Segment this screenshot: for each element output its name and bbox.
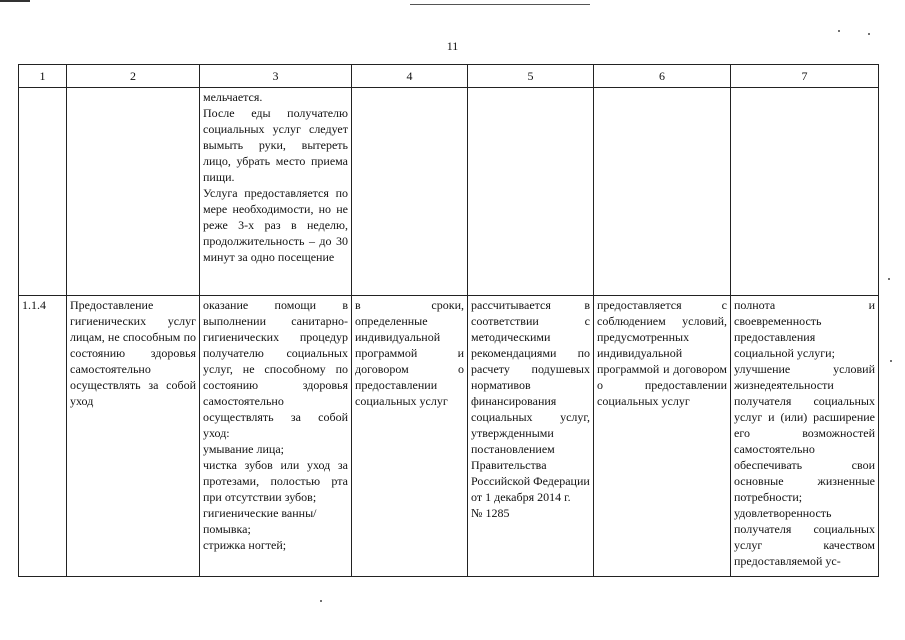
text-paragraph: улучшение условий жизнедеятельности получателя социальных услуг и (или) расширение его возможностей самостоятельно обеспечивать свои основные жизненные потребности; (734, 362, 875, 504)
text-paragraph: оказание помощи в выполнении санитарно-гигиенических процедур получателю социальных услуг, не способному по состоянию здоровья самостоятельно осуществлять за собой уход: (203, 298, 348, 440)
column-header: 3 (200, 65, 352, 88)
text-paragraph: № 1285 (471, 506, 510, 520)
text-paragraph: гигиенические ванны/помывка; (203, 506, 317, 536)
cell-terms: в сроки, определенные индивидуальной программой и договором о предоставлении социальных услуг (352, 296, 468, 577)
cell-procedure (200, 296, 352, 577)
column-header: 2 (67, 65, 200, 88)
cell-empty (594, 88, 731, 296)
scan-speck (888, 278, 890, 280)
scan-edge-mark (0, 0, 30, 2)
column-header: 4 (352, 65, 468, 88)
text-paragraph: мельчается. (203, 90, 263, 104)
column-header: 1 (19, 65, 67, 88)
scan-speck (890, 360, 892, 362)
text-paragraph: стрижка ногтей; (203, 538, 287, 552)
text-paragraph: чистка зубов или уход за протезами, полостью рта при отсутствии зубов; (203, 458, 348, 504)
cell-empty (352, 88, 468, 296)
text-paragraph: умывание лица; (203, 442, 284, 456)
table-row (19, 296, 879, 577)
page-number: 11 (446, 39, 459, 53)
cell-quality-indicators (731, 296, 879, 577)
text-paragraph: рассчитывается в соответствии с методическими рекомендациями по расчету подушевых нормативов финансирования социальных услуг, утвержденными постановлением Правительства Российской Федерации (471, 298, 590, 488)
cell-item-number: 1.1.4 (19, 296, 67, 577)
header-rule (410, 4, 590, 5)
text-paragraph: После еды получателю социальных услуг следует вымыть руки, вытереть лицо, убрать место приема пищи. (203, 106, 348, 184)
text-paragraph: Услуга предоставляется по мере необходимости, но не реже 3-х раз в неделю, продолжительность – до 30 минут за одно посещение (203, 186, 348, 264)
column-header: 5 (468, 65, 594, 88)
text-paragraph: от 1 декабря 2014 г. (471, 490, 571, 504)
text-paragraph: полнота и своевременность предоставления социальной услуги; (734, 298, 875, 360)
scan-speck (320, 600, 322, 602)
cell-conditions: предоставляется с соблюдением условий, предусмотренных индивидуальной программой и договором о предоставлении социальных услуг (594, 296, 731, 577)
table-row (19, 88, 879, 296)
cell-empty (731, 88, 879, 296)
cell-empty (468, 88, 594, 296)
cell-procedure-continued (200, 88, 352, 296)
cell-cost (468, 296, 594, 577)
services-table (18, 64, 879, 577)
column-header: 7 (731, 65, 879, 88)
cell-empty (67, 88, 200, 296)
column-header: 6 (594, 65, 731, 88)
text-paragraph: удовлетворенность получателя социальных услуг качеством предоставляемой ус- (734, 506, 875, 568)
cell-service-name: Предоставление гигиенических услуг лицам, не способным по состоянию здоровья самостоятельно осуществлять за собой уход (67, 296, 200, 577)
table-header-row (19, 65, 879, 88)
scan-speck (868, 33, 870, 35)
scan-speck (838, 30, 840, 32)
cell-empty (19, 88, 67, 296)
